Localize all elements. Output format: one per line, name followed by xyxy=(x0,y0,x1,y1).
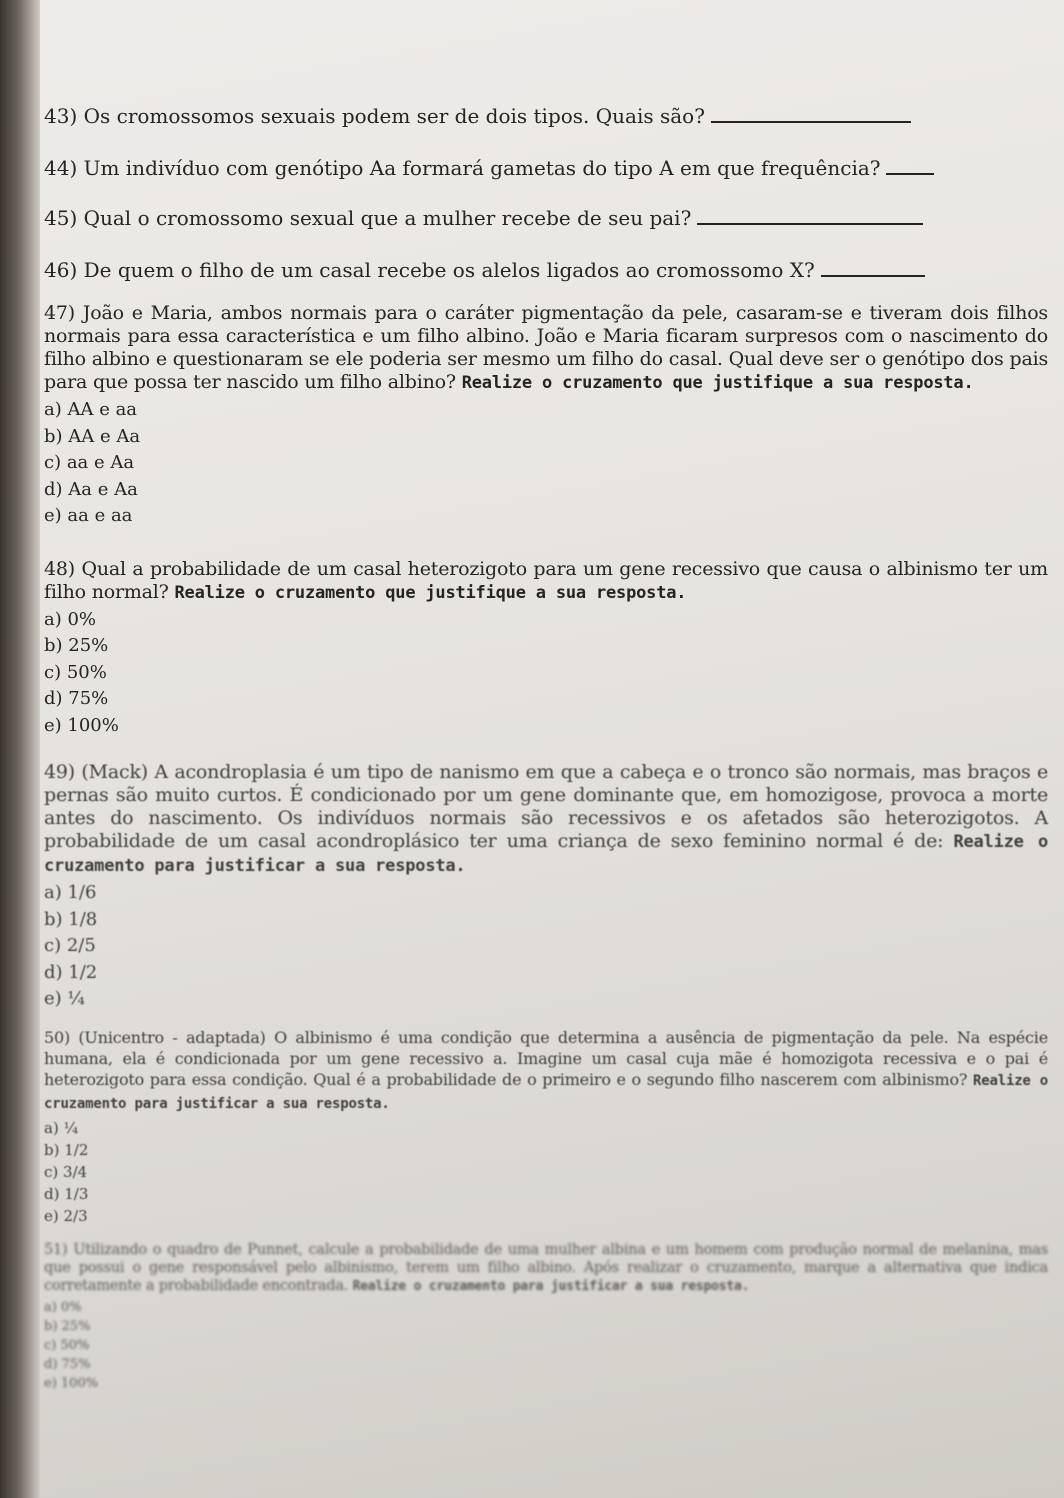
option-c: c) aa e Aa xyxy=(44,452,135,473)
question-43-text: 43) Os cromossomos sexuais podem ser de dois tipos. Quais são? xyxy=(44,104,705,128)
question-47-instruction: Realize o cruzamento que justifique a sua resposta. xyxy=(461,373,974,393)
option-d: d) 1/2 xyxy=(44,961,98,983)
question-46-text: 46) De quem o filho de um casal recebe os alelos ligados ao cromossomo X? xyxy=(44,258,815,282)
option-e: e) 2/3 xyxy=(44,1206,88,1225)
question-51 xyxy=(44,1241,1048,1393)
question-48-text: 48) Qual a probabilidade de um casal heterozigoto para um gene recessivo que causa o albinismo ter um filho normal? xyxy=(44,557,1048,603)
option-e: e) 100% xyxy=(44,714,119,736)
question-49-instruction: Realize o cruzamento para justificar a sua resposta. xyxy=(44,832,1048,876)
question-50 xyxy=(44,1027,1048,1227)
option-d: d) Aa e Aa xyxy=(44,478,138,500)
question-45 xyxy=(44,202,1048,234)
question-43 xyxy=(44,100,1048,132)
option-e: e) ¼ xyxy=(44,988,85,1009)
option-c: c) 3/4 xyxy=(44,1162,88,1181)
question-51-instruction: Realize o cruzamento para justificar a sua resposta. xyxy=(352,1278,750,1294)
option-e: e) 100% xyxy=(44,1375,99,1391)
option-b: b) 25% xyxy=(44,635,109,656)
option-b: b) 1/2 xyxy=(44,1140,89,1159)
option-d: d) 1/3 xyxy=(44,1184,89,1203)
question-47-text: 47) João e Maria, ambos normais para o caráter pigmentação da pele, casaram-se e tiveram dois filhos normais para essa característica e um filho albino. João e Maria ficaram surpresos com o nascimento do filho albino e questionaram se ele poderia ser mesmo um filho do casal. Qual deve ser o genótipo dos pais para que possa ter nascido um filho albino? xyxy=(44,302,1048,393)
worksheet-content xyxy=(44,78,1048,1393)
answer-line-46 xyxy=(821,257,925,277)
option-c: c) 50% xyxy=(44,1337,90,1353)
option-c: c) 2/5 xyxy=(44,935,96,956)
question-44 xyxy=(44,152,1048,184)
option-a: a) 0% xyxy=(44,1299,82,1315)
question-49-options xyxy=(44,880,1048,1013)
question-47-options xyxy=(44,397,1048,530)
option-d: d) 75% xyxy=(44,688,109,709)
question-51-options xyxy=(44,1298,1048,1393)
question-50-instruction: Realize o cruzamento para justificar a sua resposta. xyxy=(44,1072,1048,1112)
page-shadow-edge xyxy=(0,0,40,1498)
question-48-instruction: Realize o cruzamento que justifique a sua resposta. xyxy=(174,582,687,603)
option-e: e) aa e aa xyxy=(44,505,133,526)
question-45-text: 45) Qual o cromossomo sexual que a mulher recebe de seu pai? xyxy=(44,206,692,230)
question-47 xyxy=(44,302,1048,530)
question-50-text: 50) (Unicentro - adaptada) O albinismo é uma condição que determina a ausência de pigmentação da pele. Na espécie humana, ela é condicionada por um gene recessivo a. Imagine um casal cuja mãe é homozigota recessiva e o pai é heterozigoto para essa condição. Qual é a probabilidade de o primeiro e o segundo filho nascerem com albinismo? xyxy=(44,1027,1048,1089)
option-b: b) 1/8 xyxy=(44,908,98,930)
option-a: a) 1/6 xyxy=(44,882,97,903)
question-48-options xyxy=(44,607,1048,740)
answer-line-44 xyxy=(886,155,934,175)
option-a: a) AA e aa xyxy=(44,399,138,420)
option-c: c) 50% xyxy=(44,661,107,683)
question-46 xyxy=(44,254,1048,286)
question-44-text: 44) Um indivíduo com genótipo Aa formará gametas do tipo A em que frequência? xyxy=(44,156,881,180)
option-b: b) 25% xyxy=(44,1318,91,1334)
option-d: d) 75% xyxy=(44,1356,91,1372)
answer-line-45 xyxy=(697,205,923,225)
option-b: b) AA e Aa xyxy=(44,425,141,447)
question-49-text: 49) (Mack) A acondroplasia é um tipo de nanismo em que a cabeça e o tronco são normais, mas braços e pernas são muito curtos. É condicionado por um gene dominante que, em homozigose, provoca a morte antes do nascimento. Os indivíduos normais são recessivos e os afetados são heterozigotos. A probabilidade de um casal acondroplásico ter uma criança de sexo feminino normal é de: xyxy=(44,761,1048,852)
option-a: a) 0% xyxy=(44,608,97,630)
question-49 xyxy=(44,761,1048,1013)
question-48 xyxy=(44,558,1048,740)
question-50-options xyxy=(44,1117,1048,1227)
answer-line-43 xyxy=(711,103,911,123)
question-51-text: 51) Utilizando o quadro de Punnet, calcule a probabilidade de uma mulher albina e um homem com produção normal de melanina, mas que possui o gene responsável pelo albinismo, terem um filho albino. Após realizar o cruzamento, marque a alternativa que indica corretamente a probabilidade encontrada. xyxy=(44,1241,1048,1294)
option-a: a) ¼ xyxy=(44,1118,79,1137)
